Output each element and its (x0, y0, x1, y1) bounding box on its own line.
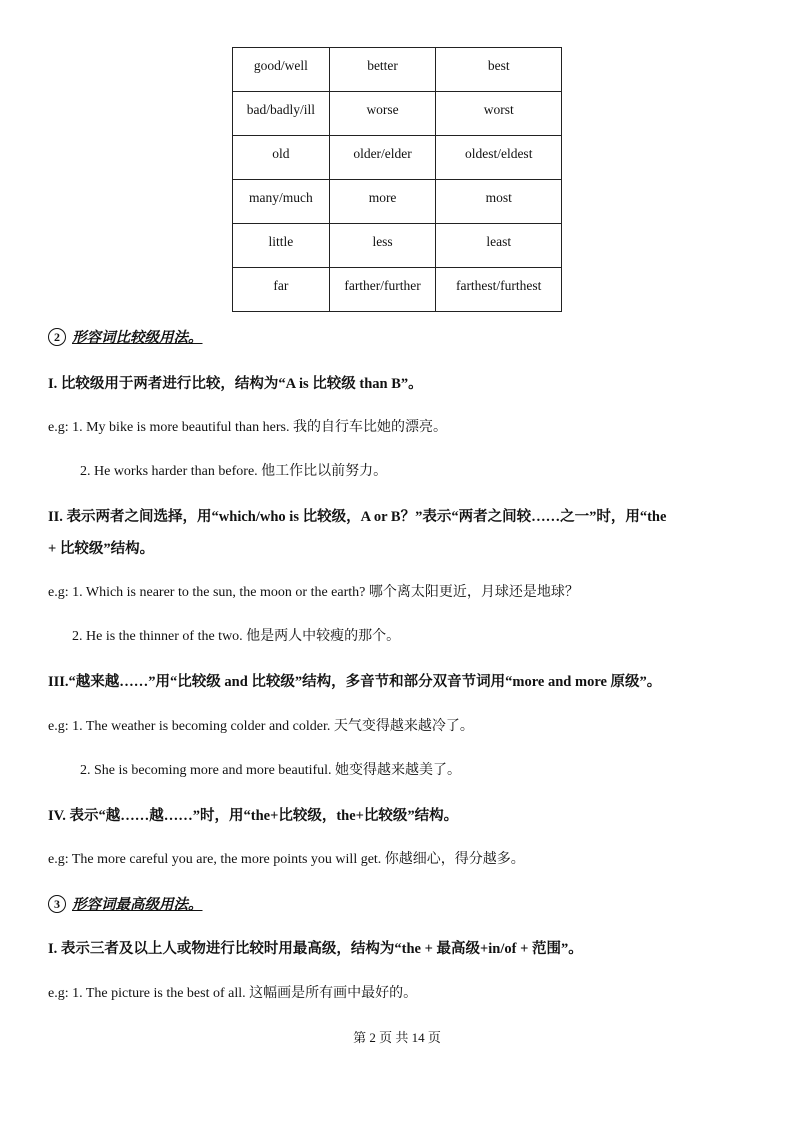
base-form-cell: bad/badly/ill (233, 92, 330, 136)
rule-3-example-2: 2. She is becoming more and more beautiful. 她变得越来越美了。 (80, 763, 462, 778)
rule-4: IV. 表示“越……越……”时，用“the+比较级，the+比较级”结构。 (48, 808, 459, 824)
base-form-cell: little (233, 224, 330, 268)
table-row (233, 268, 562, 312)
section-2-heading (48, 326, 203, 347)
rule-5: I. 表示三者及以上人或物进行比较时用最高级，结构为“the + 最高级+in/of + 范围”。 (48, 941, 583, 957)
superlative-cell: oldest/eldest (436, 136, 562, 180)
section-3-title: 形容词最高级用法。 (72, 897, 203, 913)
rule-4-example-1: e.g: The more careful you are, the more points you will get. 你越细心，得分越多。 (48, 852, 525, 867)
comparative-cell: worse (329, 92, 436, 136)
section-3-heading (48, 893, 203, 914)
rule-2-example-1: e.g: 1. Which is nearer to the sun, the moon or the earth? 哪个离太阳更近，月球还是地球？ (48, 585, 579, 600)
comparison-forms-table (232, 47, 562, 312)
comparative-cell: farther/further (329, 268, 436, 312)
table-row (233, 180, 562, 224)
rule-3: III.“越来越……”用“比较级 and 比较级”结构，多音节和部分双音节词用“more and more 原级”。 (48, 674, 662, 690)
rule-5-example-1: e.g: 1. The picture is the best of all. 这幅画是所有画中最好的。 (48, 986, 418, 1001)
superlative-cell: farthest/furthest (436, 268, 562, 312)
table-row (233, 92, 562, 136)
rule-1-example-1: e.g: 1. My bike is more beautiful than hers. 我的自行车比她的漂亮。 (48, 420, 447, 435)
superlative-cell: worst (436, 92, 562, 136)
base-form-cell: old (233, 136, 330, 180)
comparative-cell: less (329, 224, 436, 268)
superlative-cell: best (436, 48, 562, 92)
superlative-cell: most (436, 180, 562, 224)
rule-3-example-1: e.g: 1. The weather is becoming colder and colder. 天气变得越来越冷了。 (48, 719, 474, 734)
page-footer: 第 2 页 共 14 页 (353, 1030, 441, 1045)
rule-2-line-2: + 比较级”结构。 (48, 541, 155, 557)
comparative-cell: more (329, 180, 436, 224)
rule-1: I. 比较级用于两者进行比较，结构为“A is 比较级 than B”。 (48, 376, 423, 392)
forms-table-body (233, 48, 562, 312)
base-form-cell: good/well (233, 48, 330, 92)
base-form-cell: many/much (233, 180, 330, 224)
table-row (233, 48, 562, 92)
circled-number: 3 (48, 895, 66, 913)
rule-2-example-2: 2. He is the thinner of the two. 他是两人中较瘦的那个。 (72, 629, 401, 644)
table-row (233, 224, 562, 268)
comparative-cell: better (329, 48, 436, 92)
circled-number: 2 (48, 328, 66, 346)
rule-2-line-1: II. 表示两者之间选择，用“which/who is 比较级，A or B？”表示“两者之间较……之一”时，用“the (48, 509, 667, 525)
comparative-cell: older/elder (329, 136, 436, 180)
superlative-cell: least (436, 224, 562, 268)
section-2-title: 形容词比较级用法。 (72, 330, 203, 346)
table-row (233, 136, 562, 180)
rule-1-example-2: 2. He works harder than before. 他工作比以前努力。 (80, 464, 388, 479)
base-form-cell: far (233, 268, 330, 312)
